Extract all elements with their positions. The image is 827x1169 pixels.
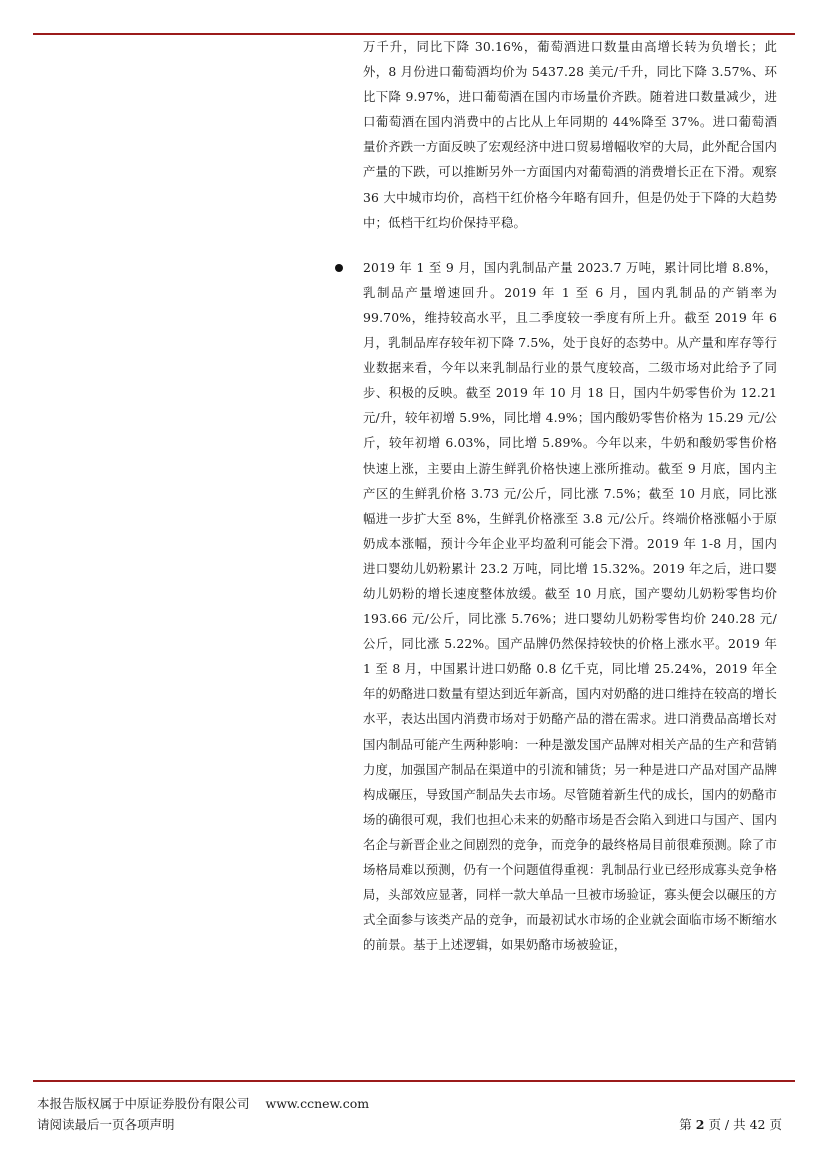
paragraph-wine-imports: 万千升，同比下降 30.16%，葡萄酒进口数量由高增长转为负增长；此外，8 月份进口葡萄酒均价为 5437.28 美元/千升，同比下降 3.57%、环比下降 9.97%，进口葡萄酒在国内市场量价齐跌。随着进口数量减少，进口葡萄酒在国内消费中的占比从上年同期的 44%降至 37%。进口葡萄酒量价齐跌一方面反映了宏观经济中进口贸易增幅收窄的大局，此外配合国内产量的下跌，可以推断另外一方面国内对葡萄酒的消费增长正在下滑。观察 36 大中城市均价，高档干红价格今年略有回升，但是仍处于下降的大趋势中；低档干红均价保持平稳。 — [363, 39, 777, 230]
bullet-icon — [335, 264, 343, 272]
page-prefix: 第 — [679, 1117, 692, 1132]
paragraph-dairy-market: 2019 年 1 至 9 月，国内乳制品产量 2023.7 万吨，累计同比增 8.8%，乳制品产量增速回升。2019 年 1 至 6 月，国内乳制品的产销率为 99.70%，维持较高水平，且二季度较一季度有所上升。截至 2019 年 6 月，乳制品库存较年初下降 7.5%，处于良好的态势中。从产量和库存等行业数据来看，今年以来乳制品行业的景气度较高，二级市场对此给予了同步、积极的反映。截至 2019 年 10 月 18 日，国内牛奶零售价为 12.21 元/升，较年初增 5.9%，同比增 4.9%；国内酸奶零售价格为 15.29 元/公斤，较年初增 6.03%，同比增 5.89%。今年以来，牛奶和酸奶零售价格快速上涨，主要由上游生鲜乳价格快速上涨所推动。截至 9 月底，国内主产区的生鲜乳价格 3.73 元/公斤，同比涨 7.5%；截至 10 月底，同比涨幅进一步扩大至 8%，生鲜乳价格涨至 3.8 元/公斤。终端价格涨幅小于原奶成本涨幅，预计今年企业平均盈利可能会下滑。2019 年 1-8 月，国内进口婴幼儿奶粉累计 23.2 万吨，同比增 15.32%。2019 年之后，进口婴幼儿奶粉的增长速度整体放缓。截至 10 月底，国产婴幼儿奶粉零售均价 193.66 元/公斤，同比涨 5.76%；进口婴幼儿奶粉零售均价 240.28 元/公斤，同比涨 5.22%。国产品牌仍然保持较快的价格上涨水平。2019 年 1 至 8 月，中国累计进口奶酪 0.8 亿千克，同比增 25.24%，2019 年全年的奶酪进口数量有望达到近年新高，国内对奶酪的进口维持在较高的增长水平，表达出国内消费市场对于奶酪产品的潜在需求。进口消费品高增长对国内制品可能产生两种影响：一种是激发国产品牌对相关产品的生产和营销力度，加强国产制品在渠道中的引流和铺货；另一种是进口产品对国产品牌构成碾压，导致国产制品失去市场。尽管随着新生代的成长，国内的奶酪市场的确很可观，我们也担心未来的奶酪市场是否会陷入到进口与国产、国内名企与新晋企业之间剧烈的竞争，而竞争的最终格局目前很难预测。除了市场格局难以预测，仍有一个问题值得重视：乳制品行业已经形成寡头竞争格局，头部效应显著，同样一款大单品一旦被市场验证，寡头便会以碾压的方式全面参与该类产品的竞争，而最初试水市场的企业就会面临市场不断缩水的前景。基于上述逻辑，如果奶酪市场被验证， — [363, 259, 777, 953]
footer-website-link[interactable]: www.ccnew.com — [265, 1096, 370, 1111]
page-total: 42 — [749, 1117, 766, 1132]
footer-disclaimer: 请阅读最后一页各项声明 — [37, 1117, 175, 1132]
footer-copyright: 本报告版权属于中原证券股份有限公司 — [37, 1096, 250, 1111]
page-number — [679, 1115, 782, 1133]
report-body — [363, 34, 777, 957]
page-suffix: 页 — [769, 1117, 782, 1132]
page-mid: 页 / 共 — [708, 1117, 746, 1132]
footer-rule — [33, 1080, 795, 1082]
page-current: 2 — [695, 1117, 705, 1132]
bullet-item-dairy — [363, 255, 777, 958]
footer-copyright-line — [37, 1094, 369, 1112]
